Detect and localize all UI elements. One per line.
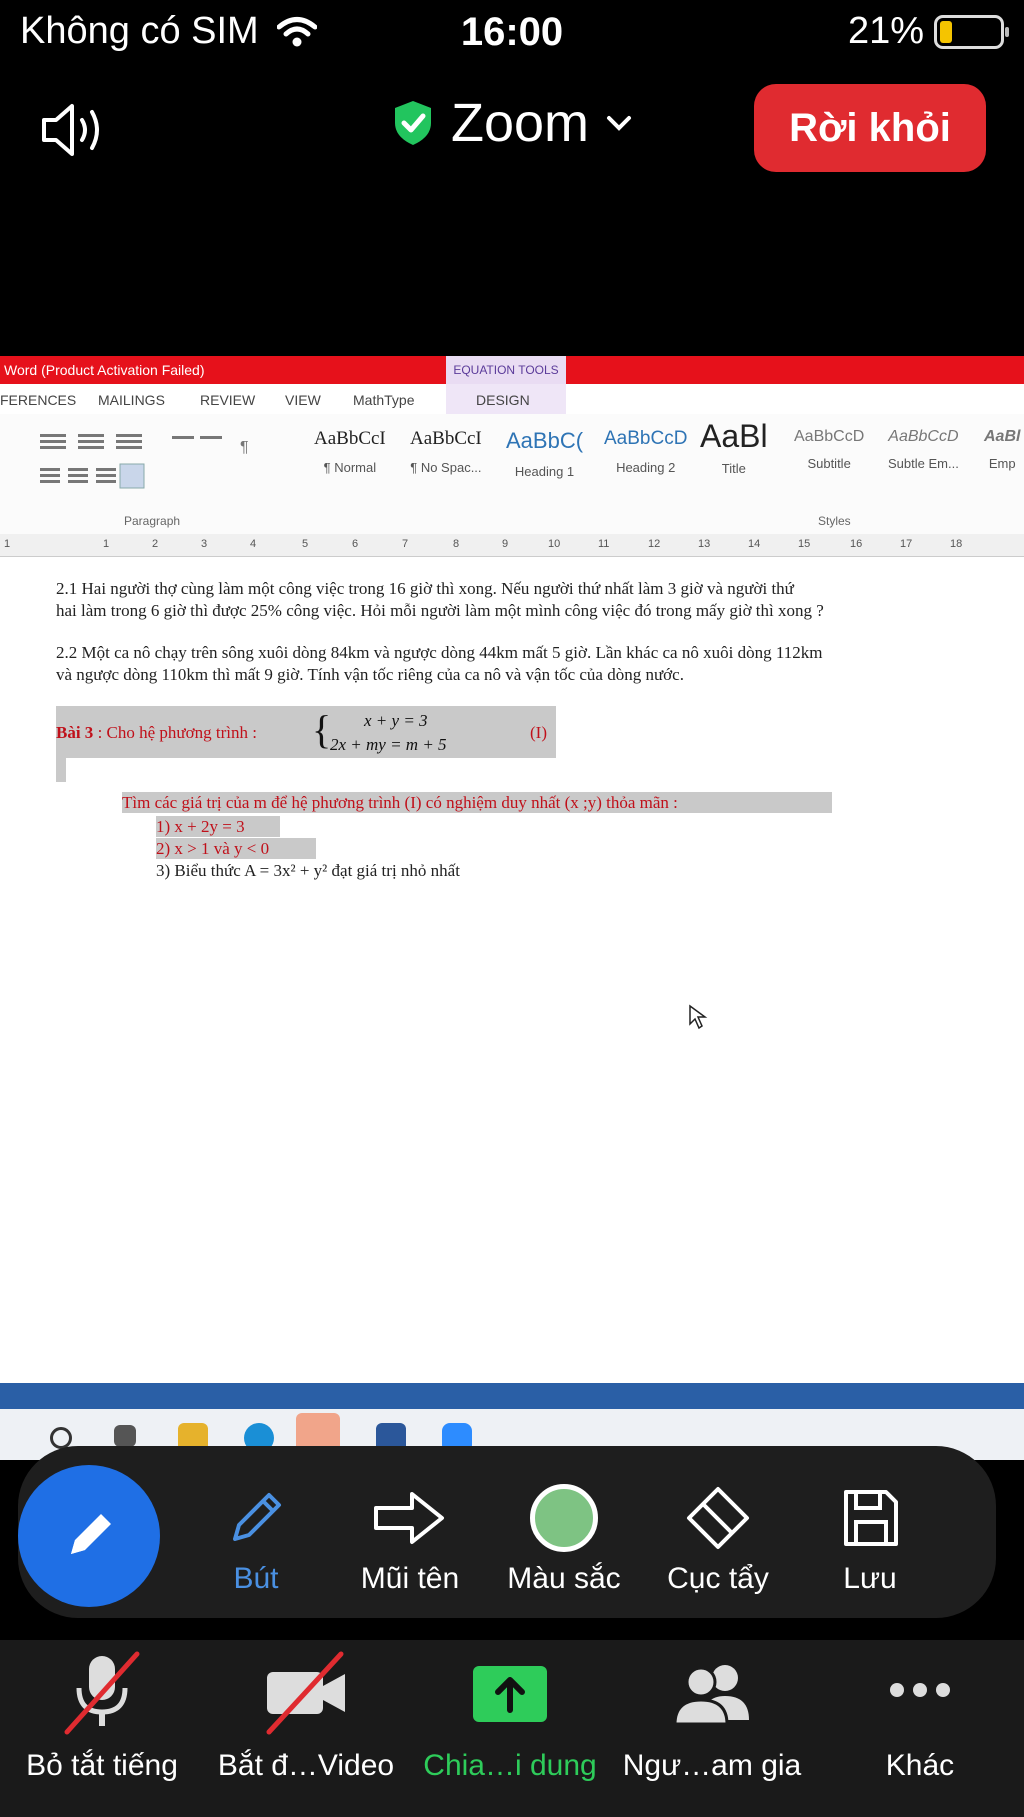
- paragraph-2-2-line1: 2.2 Một ca nô chạy trên sông xuôi dòng 84km và ngược dòng 44km mất 5 giờ. Lần khác ca nô xuôi dòng 112km: [56, 643, 823, 662]
- style-emphasis[interactable]: AaBl Emp: [984, 428, 1021, 471]
- style-heading-1[interactable]: AaBbC( Heading 1: [506, 428, 584, 479]
- participants-icon: [667, 1650, 757, 1736]
- group-paragraph-label: Paragraph: [124, 514, 181, 528]
- paragraph-2-1-line1: 2.1 Hai người thợ cùng làm một công việc trong 16 giờ thì xong. Nếu người thứ nhất làm 3 giờ và người thứ: [56, 579, 794, 598]
- start-video-button[interactable]: [208, 1650, 404, 1783]
- status-time: 16:00: [460, 10, 564, 54]
- menu-references: FERENCES: [0, 392, 77, 408]
- unmute-label: Bỏ tắt tiếng: [26, 1749, 178, 1782]
- pencil-icon: [57, 1504, 121, 1568]
- annotate-toggle-button[interactable]: [18, 1465, 160, 1607]
- tool-save-label: Lưu: [843, 1562, 897, 1595]
- equation-tag: (I): [530, 723, 547, 742]
- equation-1: x + y = 3: [364, 711, 428, 730]
- ruler: 1 1 2 3 4 5 6 7 8 9 10 11 12 13 14 15 16 17 18: [0, 534, 1024, 557]
- share-icon: [465, 1650, 555, 1736]
- paragraph-2-1-line2: hai làm trong 6 giờ thì được 25% công việc. Hỏi mỗi người làm một mình công việc đó trong mấy giờ thì xong ?: [56, 601, 824, 620]
- style-subtitle[interactable]: AaBbCcD Subtitle: [794, 428, 865, 471]
- pen-icon: [221, 1483, 291, 1553]
- tool-save[interactable]: [800, 1480, 940, 1596]
- menu-review: REVIEW: [200, 392, 256, 408]
- participants-label: Ngư…am gia: [622, 1749, 802, 1782]
- app-title: Zoom: [450, 93, 590, 153]
- battery-icon: [934, 15, 1004, 49]
- style-normal[interactable]: AaBbCcI ¶ Normal: [314, 428, 386, 475]
- tool-pen-label: Bút: [233, 1562, 279, 1595]
- word-menu-bar: [0, 384, 1024, 415]
- condition-1: 1) x + 2y = 3: [156, 816, 280, 837]
- battery-percent: 21%: [847, 10, 924, 52]
- share-content-label: Chia…i dung: [423, 1749, 597, 1782]
- style-subtle-emphasis[interactable]: AaBbCcD Subtle Em...: [888, 428, 959, 471]
- more-icon: [875, 1650, 965, 1736]
- word-window-title: Word (Product Activation Failed): [4, 362, 205, 378]
- eraser-icon: [683, 1483, 753, 1553]
- menu-mathtype: MathType: [353, 392, 415, 408]
- chevron-down-icon: [605, 113, 633, 133]
- brace-icon: {: [312, 707, 332, 752]
- menu-mailings: MAILINGS: [98, 392, 165, 408]
- task-statement: Tìm các giá trị của m để hệ phương trình (I) có nghiệm duy nhất (x ;y) thỏa mãn :: [122, 792, 832, 813]
- arrow-icon: [372, 1488, 448, 1548]
- shared-screen-status-strip: [0, 1383, 1024, 1409]
- equation-tools-label: EQUATION TOOLS: [446, 356, 566, 384]
- more-label: Khác: [885, 1749, 955, 1782]
- unmute-button[interactable]: [12, 1650, 192, 1783]
- tool-eraser-label: Cục tẩy: [667, 1562, 769, 1595]
- shared-screen: [0, 356, 1024, 1460]
- paragraph-tools-icon: [0, 424, 300, 494]
- leave-button[interactable]: Rời khỏi: [754, 84, 986, 172]
- condition-3: 3) Biểu thức A = 3x² + y² đạt giá trị nhỏ nhất: [156, 861, 460, 880]
- tool-pen[interactable]: [186, 1480, 326, 1596]
- more-button[interactable]: [830, 1650, 1010, 1783]
- tool-eraser[interactable]: [648, 1480, 788, 1596]
- shield-check-icon: [391, 99, 435, 147]
- video-off-icon: [261, 1650, 351, 1736]
- tool-color-label: Màu sắc: [507, 1562, 621, 1595]
- tool-color[interactable]: [494, 1480, 634, 1596]
- group-styles-label: Styles: [818, 514, 851, 528]
- equation-2: 2x + my = m + 5: [330, 735, 447, 754]
- svg-text:¶: ¶: [240, 439, 249, 456]
- menu-view: VIEW: [285, 392, 321, 408]
- condition-2: 2) x > 1 và y < 0: [156, 838, 316, 859]
- color-swatch-icon: [530, 1484, 598, 1552]
- tool-arrow-label: Mũi tên: [360, 1562, 460, 1595]
- bai3-heading: Bài 3 : Cho hệ phương trình :: [56, 723, 257, 742]
- word-ribbon: [0, 414, 1024, 535]
- style-title[interactable]: AaBl Title: [700, 418, 768, 476]
- menu-design: DESIGN: [476, 392, 530, 408]
- save-icon: [840, 1486, 900, 1550]
- style-no-spacing[interactable]: AaBbCcI ¶ No Spac...: [410, 428, 482, 475]
- tool-arrow[interactable]: [340, 1480, 480, 1596]
- participants-button[interactable]: [614, 1650, 810, 1783]
- mic-muted-icon: [57, 1650, 147, 1736]
- mouse-cursor-icon: [688, 1004, 708, 1030]
- style-heading-2[interactable]: AaBbCcD Heading 2: [604, 428, 688, 475]
- paragraph-2-2-line2: và ngược dòng 110km thì mất 9 giờ. Tính vận tốc riêng của ca nô và vận tốc của dòng nước.: [56, 665, 684, 684]
- share-content-button[interactable]: [412, 1650, 608, 1783]
- start-video-label: Bắt đ…Video: [217, 1749, 395, 1782]
- carrier-label: Không có SIM: [20, 10, 259, 52]
- status-battery: [848, 10, 1004, 53]
- task-view-icon: [114, 1425, 136, 1447]
